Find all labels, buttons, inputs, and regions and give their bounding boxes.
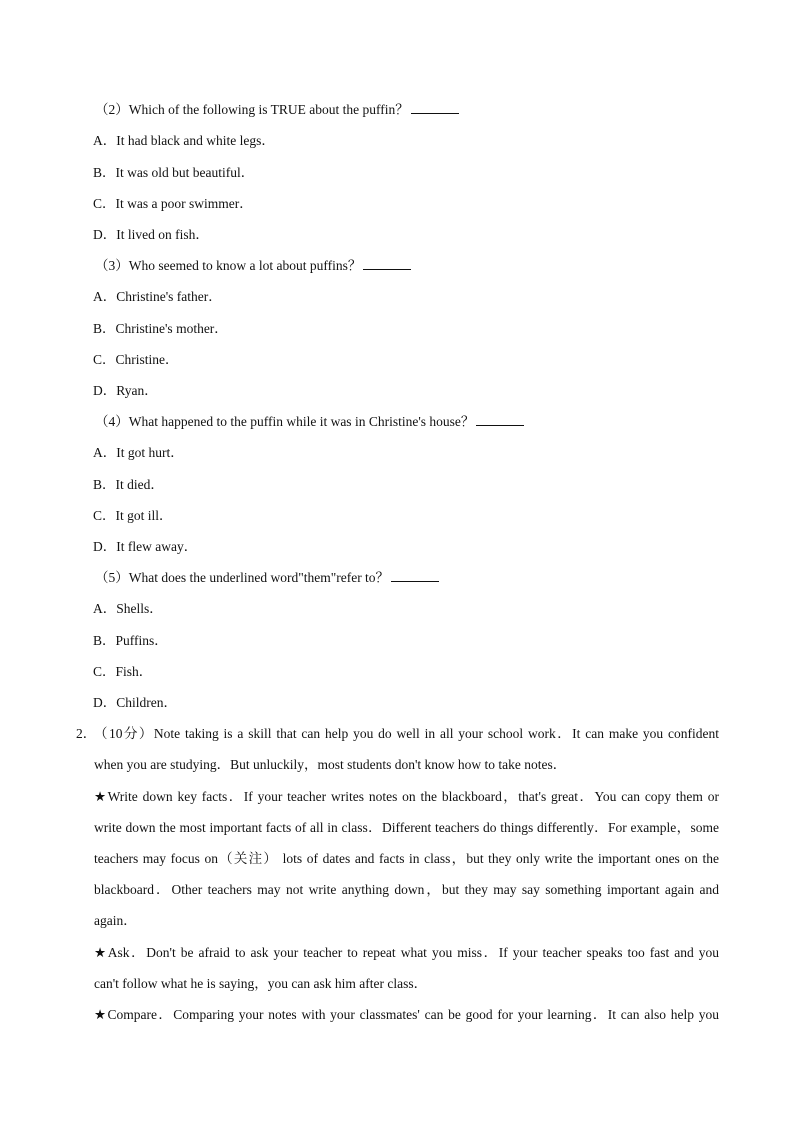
question-text: （5）What does the underlined word"them"refer to？ [95,570,390,585]
question-text: （4）What happened to the puffin while it was in Christine's house？ [95,414,475,429]
option-d: D．It flew away． [93,539,198,554]
option-d: D．Ryan． [93,383,158,398]
option-b: B．It died． [93,477,164,492]
question-stem [95,101,459,119]
question-stem [95,569,439,587]
option-b: B．Puffins． [93,633,168,648]
passage-line [94,1006,719,1024]
passage-line: can't follow what he is saying，you can ask him after class． [94,976,428,991]
option-c: C．It got ill． [93,508,173,523]
passage-line: again． [94,913,137,928]
option-a: A．It had black and white legs． [93,133,275,148]
option-b: B．It was old but beautiful． [93,165,255,180]
passage-text: ★Compare．Comparing your notes with your classmates' can be good for your learning．It can also help you [94,1007,719,1022]
option-d: D．It lived on fish． [93,227,209,242]
option-b: B．Christine's mother． [93,321,228,336]
passage-text: （10分）Note taking is a skill that can help you do well in all your school work．It can make you confident [94,726,719,741]
option-a: A．Shells． [93,601,163,616]
passage-text: teachers may focus on（关注） lots of dates and facts in class，but they only write the important ones on the [94,851,719,866]
option-a: A．It got hurt． [93,445,184,460]
answer-blank[interactable] [476,413,524,426]
passage-text: blackboard．Other teachers may not write anything down，but they may say something important again and [94,882,719,897]
option-d: D．Children． [93,695,177,710]
passage-line [94,788,719,806]
passage-line: when you are studying．But unluckily，most students don't know how to take notes． [94,757,567,772]
passage-line [94,944,719,962]
question-stem [95,257,411,275]
option-c: C．It was a poor swimmer． [93,196,253,211]
option-c: C．Christine． [93,352,179,367]
option-c: C．Fish． [93,664,153,679]
question-number: 2． [76,726,97,741]
passage-line [94,850,719,868]
question-text: （2）Which of the following is TRUE about the puffin？ [95,102,409,117]
answer-blank[interactable] [411,101,459,114]
option-a: A．Christine's father． [93,289,222,304]
question-text: （3）Who seemed to know a lot about puffins？ [95,258,362,273]
answer-blank[interactable] [391,569,439,582]
passage-text: ★Ask．Don't be afraid to ask your teacher to repeat what you miss．If your teacher speaks too fast and you [94,945,719,960]
passage-line [94,725,719,743]
answer-blank[interactable] [363,257,411,270]
passage-text: ★Write down key facts．If your teacher writes notes on the blackboard，that's great．You can copy them or [94,789,719,804]
passage-line [94,819,719,837]
question-stem [95,413,524,431]
passage-text: write down the most important facts of all in class．Different teachers do things differently．For example，some [94,820,719,835]
passage-line [94,881,719,899]
